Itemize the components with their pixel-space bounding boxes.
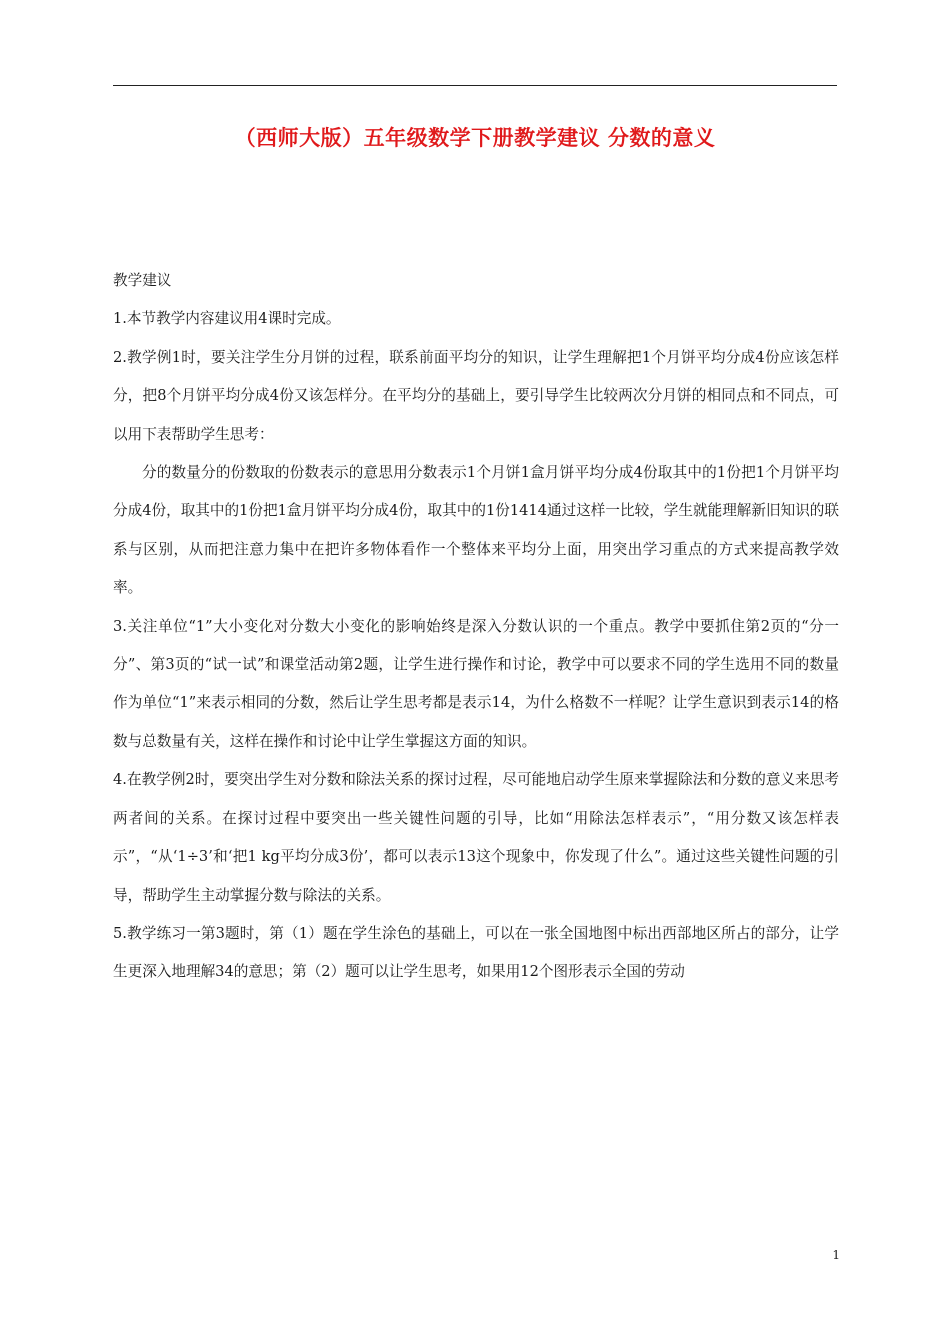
paragraph-table-text: 分的数量分的份数取的份数表示的意思用分数表示1个月饼1盒月饼平均分成4份取其中的1份把1个月饼平均分成4份，取其中的1份把1盒月饼平均分成4份，取其中的1份1414通过这样一比较，学生就能理解新旧知识的联系与区别，从而把注意力集中在把许多物体看作一个整体来平均分上面，用突出学习重点的方式来提高教学效率。 — [113, 464, 839, 597]
section-heading: 教学建议 — [113, 272, 172, 289]
page-number: 1 — [832, 1248, 840, 1262]
document-title: （西师大版）五年级数学下册教学建议 分数的意义 — [234, 126, 716, 150]
paragraph-2: 2.教学例1时，要关注学生分月饼的过程，联系前面平均分的知识，让学生理解把1个月饼平均分成4份应该怎样分，把8个月饼平均分成4份又该怎样分。在平均分的基础上，要引导学生比较两次分月饼的相同点和不同点，可以用下表帮助学生思考： — [113, 348, 839, 443]
paragraph-3: 3.关注单位“1”大小变化对分数大小变化的影响始终是深入分数认识的一个重点。教学中要抓住第2页的“分一分”、第3页的“试一试”和课堂活动第2题，让学生进行操作和讨论，教学中可以要求不同的学生选用不同的数量作为单位“1”来表示相同的分数，然后让学生思考都是表示14，为什么格数不一样呢？让学生意识到表示14的格数与总数量有关，这样在操作和讨论中让学生掌握这方面的知识。 — [113, 617, 839, 750]
header-rule — [113, 85, 837, 86]
paragraph-1: 1.本节教学内容建议用4课时完成。 — [113, 310, 341, 328]
paragraph-5: 5.教学练习一第3题时，第（1）题在学生涂色的基础上，可以在一张全国地图中标出西部地区所占的部分，让学生更深入地理解34的意思；第（2）题可以让学生思考，如果用12个图形表示全国的劳动 — [113, 924, 839, 981]
paragraph-4: 4.在教学例2时，要突出学生对分数和除法关系的探讨过程，尽可能地启动学生原来掌握除法和分数的意义来思考两者间的关系。在探讨过程中要突出一些关键性问题的引导，比如“用除法怎样表示”，“用分数又该怎样表示”，“从‘1÷3’和‘把1 kg平均分成3份’，都可以表示13这个现象中，你发现了什么”。通过这些关键性问题的引导，帮助学生主动掌握分数与除法的关系。 — [113, 771, 839, 904]
document-body — [113, 262, 839, 992]
